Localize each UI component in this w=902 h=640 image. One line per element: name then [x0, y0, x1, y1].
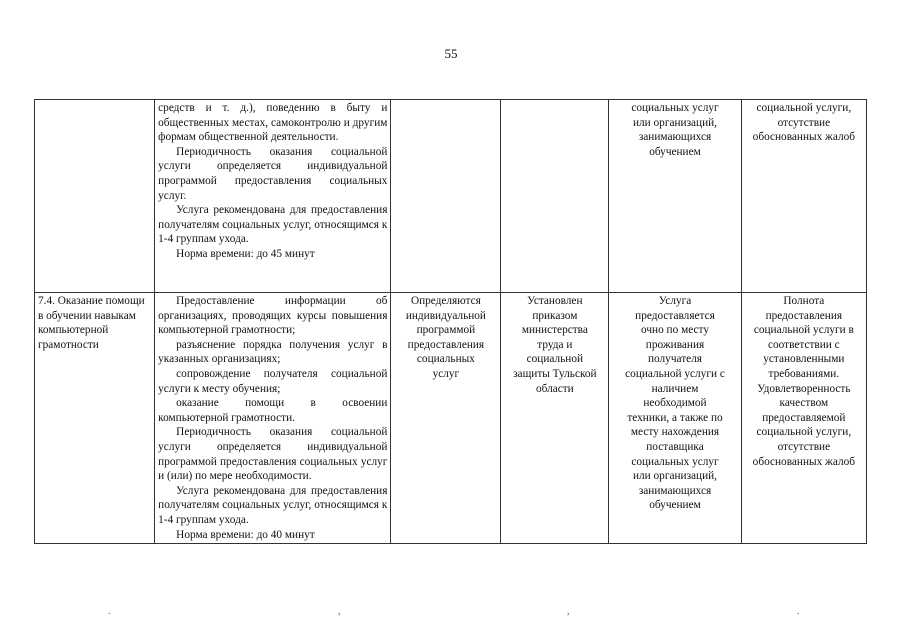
description-paragraph: средств и т. д.), поведению в быту и общественных местах, самоконтролю и другим формам общественной деятельности. [158, 102, 388, 144]
cell-description [155, 293, 391, 544]
table-row-7-4 [35, 293, 867, 544]
text-line: обучением [649, 145, 701, 158]
scan-mark: . [108, 606, 111, 617]
scan-mark: , [338, 606, 341, 617]
text-line: или организаций, [632, 116, 718, 129]
text-line: Определяются [410, 295, 481, 307]
description-paragraph: разъяснение порядка получения услуг в указанных организациях; [158, 338, 388, 366]
cell-number-title [35, 293, 155, 544]
cell-volume-empty [391, 100, 501, 293]
text-line: предоставления [765, 309, 843, 322]
table-row-continued [35, 100, 867, 293]
cell-description [155, 100, 391, 293]
cell-price-empty [501, 100, 609, 293]
text-line: социальной услуги, [756, 426, 852, 439]
text-line: социальной услуги в [753, 324, 854, 337]
text-line: отсутствие [777, 440, 831, 453]
cell-volume [391, 293, 501, 544]
text-line: обоснованных жалоб [752, 131, 856, 144]
cell-quality [741, 100, 866, 293]
cell-conditions [609, 100, 741, 293]
services-table [34, 99, 867, 544]
text-line: поставщика [646, 440, 704, 453]
text-line: наличием [651, 382, 699, 395]
text-line: месту нахождения [630, 426, 720, 439]
text-line: качеством [779, 397, 829, 410]
text-line: обучением [649, 499, 701, 512]
text-line: социальной услуги, [756, 102, 852, 114]
text-line: предоставляется [635, 309, 715, 322]
text-line: Удовлетворенность [757, 382, 851, 395]
text-line: занимающихся [638, 131, 712, 144]
description-paragraph: Услуга рекомендована для предоставления получателям социальных услуг, относящимся к 1-4 группам ухода. [158, 204, 388, 246]
text-line: социальных услуг [631, 455, 719, 468]
cell-number-empty [35, 100, 155, 293]
description-paragraph: сопровождение получателя социальной услуги к месту обучения; [158, 367, 388, 395]
text-line: Услуга [658, 295, 692, 307]
text-line: индивидуальной [405, 309, 486, 322]
text-line: предоставления [407, 338, 485, 351]
page-number: 55 [444, 46, 458, 61]
text-line: предоставляемой [762, 411, 846, 424]
text-line: труда и [537, 338, 573, 351]
cell-conditions [609, 293, 741, 544]
text-line: получателя [647, 353, 703, 366]
cell-quality [741, 293, 866, 544]
description-paragraph: Периодичность оказания социальной услуги определяется индивидуальной программой предоставления социальных услуг и (или) по мере необходимости. [158, 426, 388, 483]
text-line: соответствии с [768, 338, 840, 351]
text-line: социальных услуг [631, 102, 719, 114]
text-line: Установлен [527, 295, 583, 307]
text-line: услуг [432, 367, 460, 380]
service-title: 7.4. Оказание помощи в обучении навыкам компьютерной грамотности [38, 295, 145, 351]
text-line: проживания [645, 338, 705, 351]
text-line: социальных [416, 353, 475, 366]
text-line: социальной [526, 353, 584, 366]
description-paragraph: оказание помощи в освоении компьютерной грамотности. [158, 397, 388, 424]
text-line: требованиями. [768, 367, 840, 380]
text-line: необходимой [643, 397, 707, 410]
text-line: обоснованных жалоб [752, 455, 856, 468]
text-line: приказом [532, 309, 578, 322]
text-line: установленными [763, 353, 845, 366]
description-paragraph: Норма времени: до 45 минут [176, 247, 315, 260]
text-line: области [535, 382, 574, 395]
cell-price [501, 293, 609, 544]
text-line: министерства [521, 324, 588, 337]
description-paragraph: Услуга рекомендована для предоставления получателям социальных услуг, относящимся к 1-4 группам ухода. [158, 484, 388, 526]
text-line: или организаций, [632, 470, 718, 483]
description-paragraph: Норма времени: до 40 минут [176, 528, 315, 541]
text-line: Полнота [783, 295, 825, 307]
scan-mark: . [797, 606, 800, 617]
text-line: защиты Тульской [513, 367, 597, 380]
text-line: техники, а также по [627, 411, 723, 424]
scan-mark: , [567, 606, 570, 617]
description-paragraph: Предоставление информации об организациях, проводящих курсы повышения компьютерной грамотности; [158, 295, 388, 337]
description-paragraph: Периодичность оказания социальной услуги определяется индивидуальной программой предоставления социальных услуг. [158, 145, 388, 202]
text-line: программой [416, 324, 476, 337]
text-line: очно по месту [641, 324, 709, 337]
text-line: занимающихся [638, 484, 712, 497]
text-line: социальной услуги с [625, 367, 725, 380]
text-line: отсутствие [777, 116, 831, 129]
